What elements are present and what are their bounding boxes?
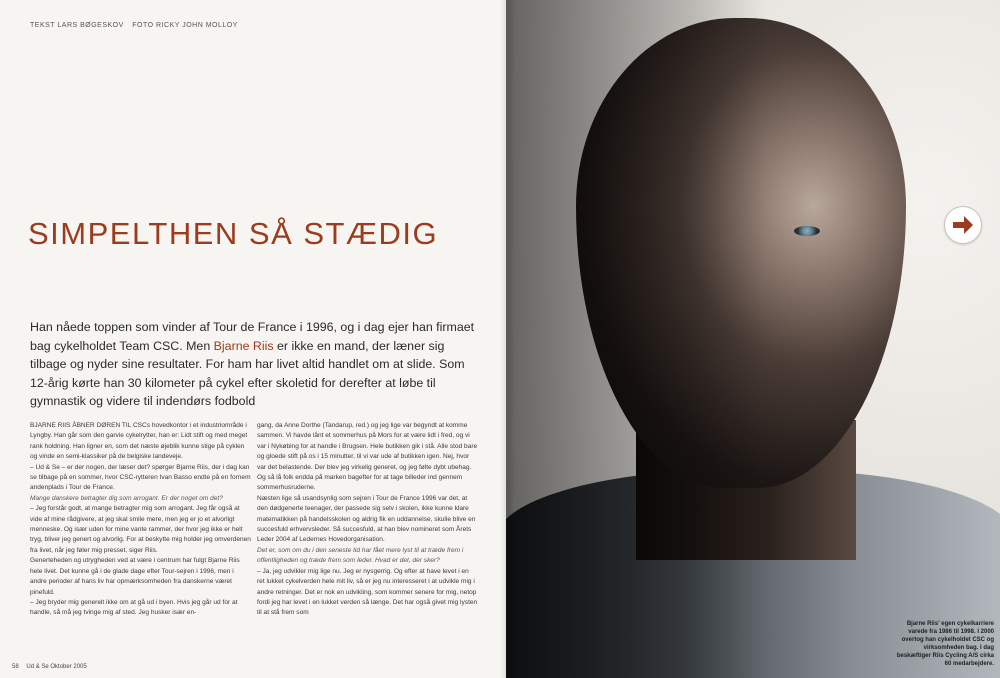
paragraph: – Ud & Se – er der nogen, der læser det? spørger Bjarne Riis, der i dag kan se tilbage på en sommer, hvor CSC-rytteren Ivan Basso endte på en fornem andenplads i Tour de France. xyxy=(30,463,251,492)
intro-text-start: Han nåede toppen som vinder af Tour de France i 1996, og i dag ejer han firmaet bag cykelholdet Team CSC. Men xyxy=(30,320,475,353)
next-page-button[interactable] xyxy=(944,206,982,244)
paragraph: Generteheden og utrygheden ved at være i centrum har fulgt Bjarne Riis hele livet. Det kunne gå i de glade dage efter Tour-sejren i 1996, men i andre perioder af hans liv har opmærksomheden fra danskerne været pinefuld. xyxy=(30,557,240,596)
paragraph: Næsten lige så usandsynlig som sejren i Tour de France 1996 var det, at den dødgenerte teenager, der passede sig selv i skolen, ikke kunne klare matematikken på handelsskolen og aldrig fik en uddannelse, skulle blive en succesfuld erhvervsleder. Så succesfuld, at han blev nomineret som Årets Leder 2004 af Ledernes Hovedorganisation. xyxy=(257,494,476,544)
intro-text-end: er ikke en mand, der læner sig tilbage og nyder sine resultater. For ham har livet altid handlet om at slide. Som 12-årig kørte han 30 kilometer på cykel efter skoletid for derefter at løbe til gymnastik og videre til indendørs fodbold xyxy=(30,338,465,408)
right-page xyxy=(506,0,1000,678)
paragraph: BJARNE RIIS ÅBNER DØREN TIL CSCs hovedkontor i et industriområde i Lyngby. Han går som den garvie cykelrytter, han er: Lidt stift og med meget rank holdning. Han ligner en, som det næste øjeblik kunne stige på cyklen og vinde en semi-klassiker på de belgiske landeveje. xyxy=(30,422,248,461)
photo-caption: Bjarne Riis' egen cykelkarriere varede fra 1986 til 1998. I 2000 overtog han cykelholdet CSC og virksomheden bag. I dag beskæftiger Riis Cycling A/S cirka 60 medarbejdere. xyxy=(896,621,994,667)
paragraph: gang, da Anne Dorthe (Tandarup, red.) og jeg lige var begyndt at komme sammen. Vi havde lånt et sommerhus på Mors for at være lidt i fred, og vi var i Nykøbing for at handle i Brugsen. Hele butikken gik i stå. Alle stod bare og gloede stift på os i 15 minutter, til vi var ude af butikken igen. Nej, hvor var det belastende. Der blev jeg virkelig generet, og jeg følte dybt ubehag. Og så lå folk endda på marken bagefter for at tage billeder ind gennem sommerhusruderne. xyxy=(257,422,478,492)
publication-info: Ud & Se Oktober 2005 xyxy=(26,664,87,670)
paragraph: – Jeg forstår godt, at mange betragter mig som arrogant. Jeg får også at vide af mine rådgivere, at jeg skal smile mere, men jeg er jo et alvorligt menneske. Og især uden for mine vante rammer, der hvor jeg ikke er helt tryg, bliver jeg genert og alvorlig. For at beskytte mig holder jeg omverdenen fra livet, når jeg føler mig presset, siger Riis. xyxy=(30,505,251,554)
photo-credit: FOTO RICKY JOHN MOLLOY xyxy=(132,22,238,29)
portrait-photo xyxy=(506,0,1000,678)
article-intro xyxy=(30,318,480,411)
body-column-2 xyxy=(257,421,478,619)
body-column-1 xyxy=(30,421,251,619)
right-arrow-icon xyxy=(950,212,976,238)
byline xyxy=(30,22,238,29)
paragraph: – Ja, jeg udvikler mig lige nu. Jeg er nysgerrig. Og efter at have levet i en ret lukket cykelverden hele mit liv, så er jeg nu interesseret i at udvikle mig i andre retninger. Det er nok en udvikling, som kommer senere for mig, netop fordi jeg har levet i en lukket verden så længe. Det har også givet mig lysten til at stå frem som xyxy=(257,567,478,617)
spine-gutter xyxy=(500,0,514,678)
page-number: 58 xyxy=(12,664,19,670)
paragraph: – Jeg bryder mig generelt ikke om at gå ud i byen. Hvis jeg går ud for at handle, så må jeg tvinge mig af sted. Jeg husker især en- xyxy=(30,598,238,617)
page-footer xyxy=(12,664,87,670)
photo-shadow xyxy=(506,0,766,678)
text-credit: TEKST LARS BØGESKOV xyxy=(30,22,124,29)
interview-question: Mange danskere betragter dig som arrogant. Er der noget om det? xyxy=(30,494,223,502)
article-title: SIMPELTHEN SÅ STÆDIG xyxy=(28,216,439,251)
interview-question: Det er, som om du i den seneste tid har fået mere lyst til at træde frem i offentligheden og træde frem som leder. Hvad er det, der sker? xyxy=(257,546,464,565)
photo-eye xyxy=(794,226,820,236)
intro-highlight-name: Bjarne Riis xyxy=(213,338,274,353)
